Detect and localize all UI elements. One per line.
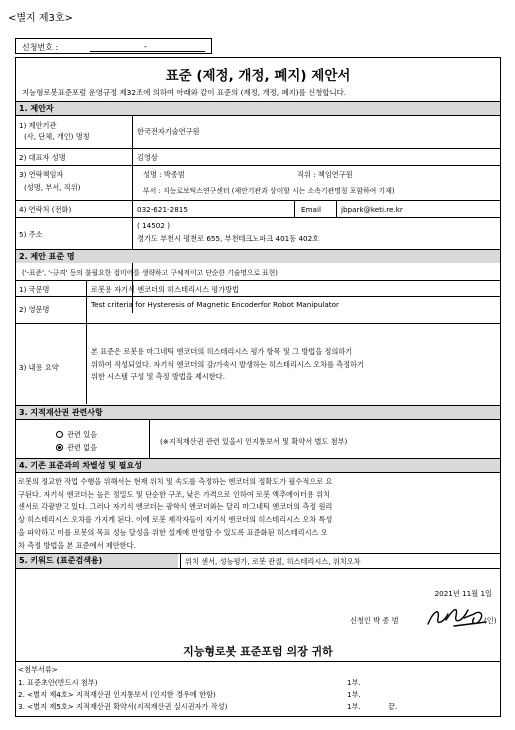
english-name-label: 2) 영문명 [19,305,50,314]
org-label-1: 1) 제안기관 [19,121,57,130]
ip-option-yes[interactable] [56,430,97,440]
contact-label-2: (성명, 부서, 직위) [24,183,81,192]
korean-name-label: 1) 국문명 [19,285,50,294]
section4-line: 상 히스테리시스 오차를 가지게 된다. 이에 로봇 제작자들이 자기식 엔코더의 히스테리시스 오차 특성 [18,515,333,525]
section2-header: 2. 제안 표준 명 [16,250,500,263]
contact-department: 부서 : 지능로보틱스연구센터 (제안기관과 상이할 시는 소속기관명칭 포함하여 기재) [143,187,395,195]
seal-mark: (인) [484,616,497,625]
attachment-qty-2: 1부. [347,690,361,699]
contact-position: 직위 : 책임연구원 [297,170,353,179]
contact-name: 성명 : 박종범 [143,170,185,179]
section4-header: 4. 기존 표준과의 차별성 및 필요성 [16,459,500,472]
section3-header: 3. 지적재산권 관련사항 [16,406,500,419]
email-value: jbpark@keti.re.kr [341,205,403,214]
phone-label: 4) 연락처 (전화) [19,205,72,214]
attachment-qty-1: 1부. [347,678,361,687]
application-number-box [15,38,212,54]
applicant-name: 신청인 박 종 범 [350,616,399,625]
summary-text [91,346,496,384]
contact-label-1: 3) 연락책임자 [19,170,64,179]
section4-line: 차 측정 방법을 본 표준에서 제안한다. [18,540,136,550]
org-label-2: (사, 단체, 개인) 명칭 [24,132,90,141]
radio-yes-icon[interactable] [56,431,63,438]
summary-label: 3) 내용 요약 [19,363,59,372]
section1-header: 1. 제안자 [16,102,500,115]
application-number-label: 신청번호 : [22,43,59,52]
address-label: 5) 주소 [19,230,43,239]
section4-line: 로봇의 정교한 작업 수행을 위해서는 현재 위치 및 속도를 측정하는 엔코더의 정확도가 필수적으로 요 [18,477,333,486]
option-yes-label: 관련 있음 [67,430,98,439]
signature-date: 2021년 11월 1일 [434,589,492,598]
form-title: 표준 (제정, 개정, 폐지) 제안서 [165,68,351,84]
intro-text: 지능형로봇표준포럼 운영규정 제32조에 의하여 아래와 같이 표준의 (제정, 개정, 폐지)를 신청합니다. [22,88,347,97]
summary-line: 본 표준은 로봇용 마그네틱 엔코더의 히스테리시스 평가 항목 및 그 방법을 정의하기 [91,347,353,356]
attachment-item-2: 2. <별지 제4호> 지적재산권 인지통보서 (인지한 경우에 한함) [18,690,216,699]
section5-header: 5. 키워드 (표준검색용) [16,554,178,568]
attachment-item-3: 3. <별지 제5호> 지적재산권 확약서(지적재산권 실시권자가 작성) [18,702,228,711]
summary-line: 위한 시스템 구성 및 측정 방법을 제시한다. [91,372,226,382]
address-zip: ( 14502 ) [137,221,171,230]
section4-line: 구된다. 자기식 엔코더는 높은 정밀도 및 단순한 구조, 낮은 가격으로 인하여 로봇 액추에이터용 위치 [18,489,330,499]
email-label: Email [301,205,321,214]
form-number-label: <별지 제3호> [8,13,73,24]
ip-option-no[interactable] [56,443,97,453]
phone-value: 032-621-2815 [137,205,188,214]
proposal-form [15,57,501,717]
application-number-value: - [144,42,147,51]
application-number-underline [90,51,205,52]
english-name-value: Test criteria for Hysteresis of Magnetic Encoderfor Robot Manipulator [91,300,339,309]
addressee: 지능형로봇 표준포럼 의장 귀하 [183,645,333,658]
korean-name-value: 로봇용 자기식 엔코더의 히스테리시스 평가방법 [91,285,240,294]
attachments-end: 끝. [388,702,398,711]
option-no-label: 관련 없음 [67,443,98,452]
rep-value: 김영삼 [137,153,158,162]
section4-text [18,476,496,552]
attachment-qty-3: 1부. [347,702,361,711]
section2-note: ('-표준', '-규격' 등의 불필요한 접미어를 생략하고 구체적이고 단순한 기술명으로 표현) [22,269,278,277]
keywords-value: 위치 센서, 성능평가, 로봇 관절, 히스테리시스, 위치오차 [185,557,361,566]
address-value: 경기도 부천시 평천로 655, 부천테크노파크 401동 402호 [137,234,320,243]
attachment-item-1: 1. 표준초안(반드시 첨부) [18,678,98,687]
section4-line: 센서로 각광받고 있다. 그러나 자기식 엔코더는 광학식 엔코더와는 달리 마그네틱 엔코더의 측정 원리 [18,502,333,512]
attachments-header: <첨부서류> [18,665,58,674]
ip-note: (※지적재산권 관련 있을시 인지통보서 및 확약서 별도 첨부) [160,437,348,446]
rep-label: 2) 대표자 성명 [19,153,66,162]
section4-line: 을 파악하고 이를 로봇의 목표 성능 달성을 위한 설계에 반영할 수 있도록 표준화된 히스테리시스 오 [18,527,328,537]
org-value: 한국전자기술연구원 [137,127,200,136]
radio-no-icon[interactable] [56,444,63,451]
summary-line: 위하여 작성되었다. 자기식 엔코더의 감/가속시 발생하는 히스테리시스 오차를 측정하기 [91,359,364,369]
